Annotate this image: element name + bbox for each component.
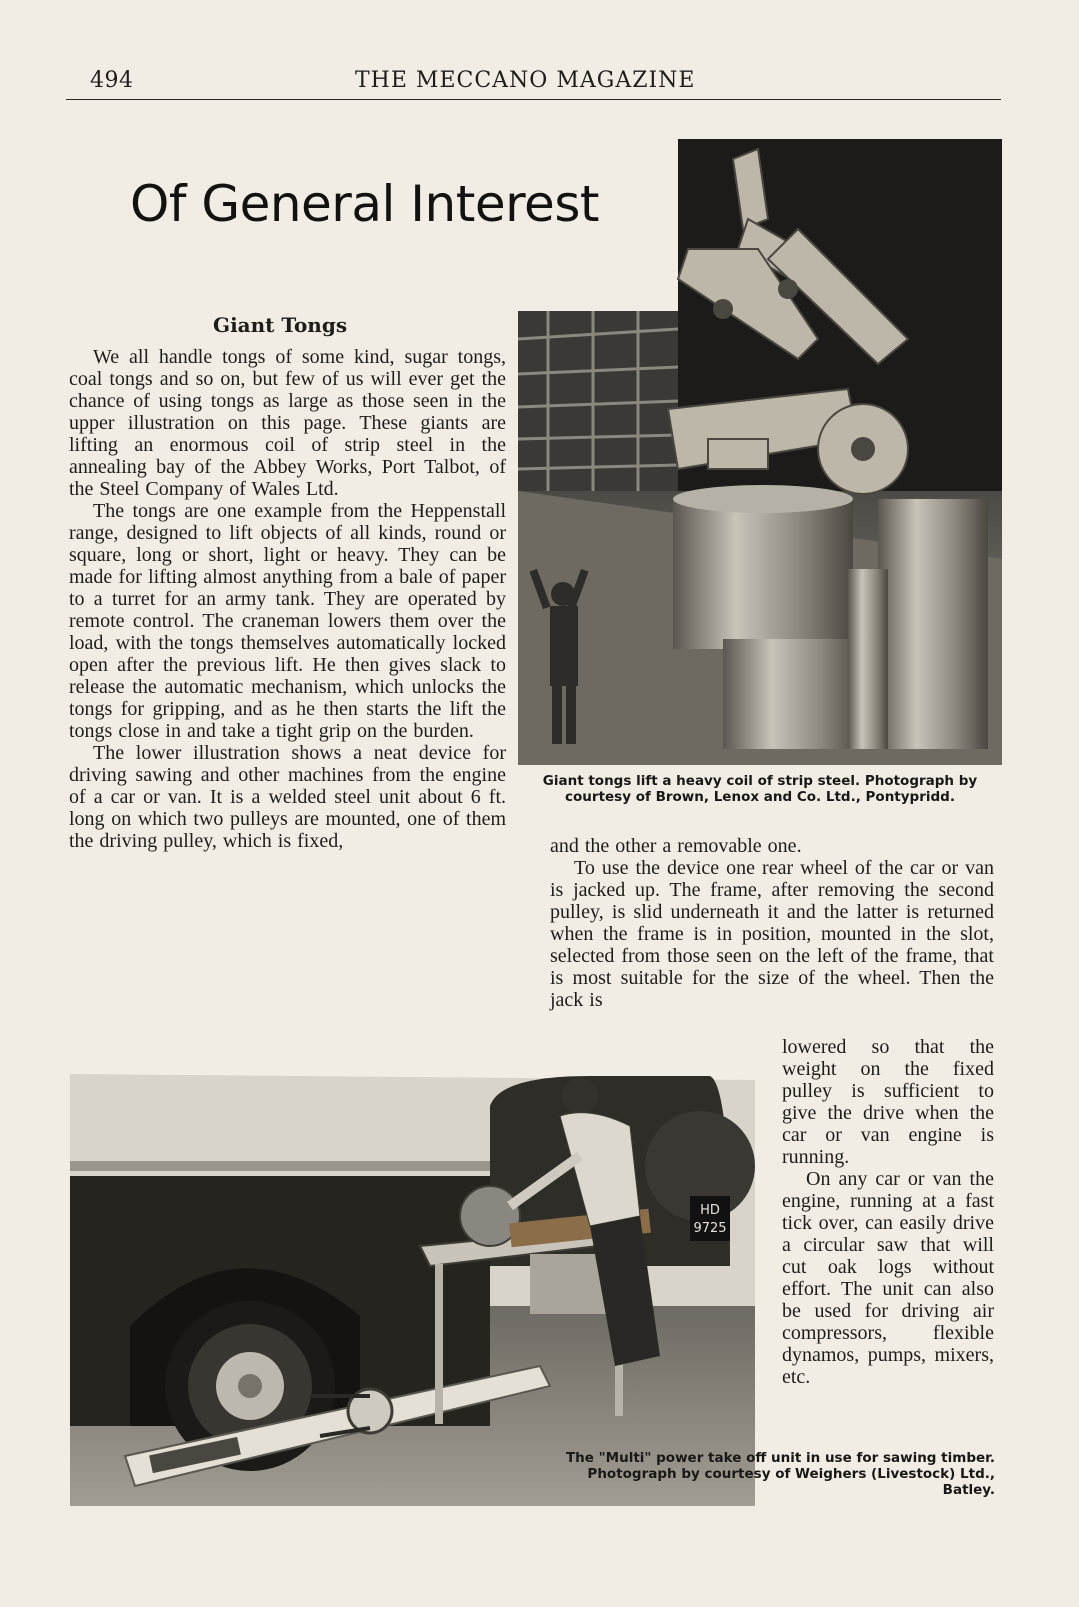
paragraph-usage: To use the device one rear wheel of the car or van is jacked up. The frame, after removing the second pulley, is slid underneath it and the latter is returned when the frame is in position, mounted in the slot, selected from those seen on the left of the frame, that is most suitable for the size of the wheel. Then the jack is: [550, 857, 994, 1011]
lower-photo-caption: The "Multi" power take off unit in use for sawing timber. Photograph by courtesy of Weighers (Livestock) Ltd., Batley.: [565, 1450, 995, 1498]
column-three: [782, 1036, 994, 1388]
header-rule: [66, 99, 1001, 100]
power-take-off-photo: [70, 1066, 755, 1506]
paragraph-continuation: and the other a removable one.: [550, 835, 802, 857]
paragraph-device: The lower illustration shows a neat device for driving sawing and other machines from the engine of a car or van. It is a welded steel unit about 6 ft. long on which two pulleys are mounted, one of them the driving pulley, which is fixed,: [69, 742, 506, 852]
article-title: Of General Interest: [130, 175, 599, 233]
page-number: 494: [90, 68, 134, 93]
column-two: [550, 835, 994, 1011]
paragraph-saw: On any car or van the engine, running at a fast tick over, can easily drive a circular saw that will cut oak logs without effort. The unit can also be used for driving air compressors, flexible dynamos, pumps, mixers, etc.: [782, 1168, 994, 1388]
column-one: [69, 346, 506, 852]
number-plate-line2: 9725: [693, 1221, 727, 1236]
upper-photo-caption: Giant tongs lift a heavy coil of strip steel. Photograph by courtesy of Brown, Lenox and Co. Ltd., Pontypridd.: [542, 773, 978, 805]
paragraph-heppenstall: The tongs are one example from the Heppenstall range, designed to lift objects of all kinds, round or square, long or short, light or heavy. They can be made for lifting almost anything from a bale of paper to a turret for an army tank. They are operated by remote control. The craneman lowers them over the load, with the tongs themselves automatically locked open after the previous lift. He then gives slack to release the automatic mechanism, which unlocks the tongs for gripping, and as he then starts the lift the tongs close in and take a tight grip on the burden.: [69, 500, 506, 742]
paragraph-jack: lowered so that the weight on the fixed pulley is sufficient to give the drive when the car or van engine is running.: [782, 1036, 994, 1168]
section-heading: Giant Tongs: [213, 313, 348, 337]
magazine-title: THE MECCANO MAGAZINE: [355, 68, 696, 93]
paragraph-intro: We all handle tongs of some kind, sugar tongs, coal tongs and so on, but few of us will ever get the chance of using tongs as large as those seen in the upper illustration on this page. These giants are lifting an enormous coil of strip steel in the annealing bay of the Abbey Works, Port Talbot, of the Steel Company of Wales Ltd.: [69, 346, 506, 500]
number-plate-line1: HD: [700, 1203, 720, 1218]
